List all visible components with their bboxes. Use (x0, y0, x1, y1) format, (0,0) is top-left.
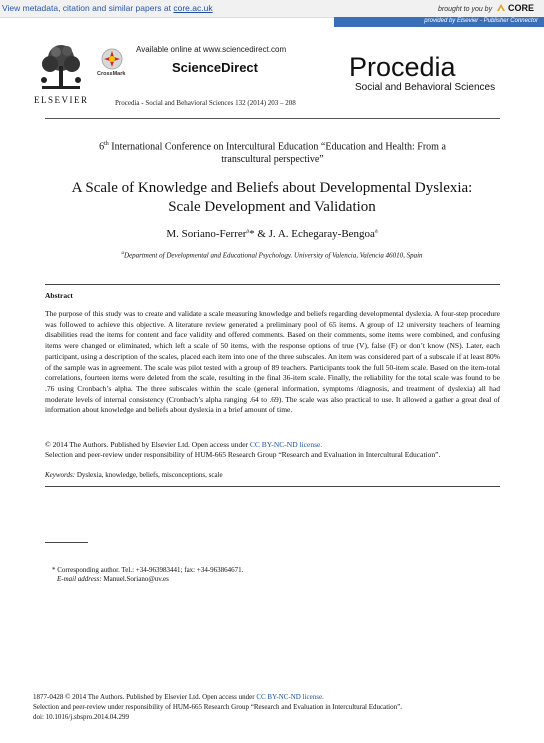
keywords-text: Dyslexia, knowledge, beliefs, misconceptions, scale (75, 471, 223, 479)
core-logo-icon (496, 3, 506, 12)
abstract-body: The purpose of this study was to create and validate a scale measuring knowledge and beliefs regarding developmental dyslexia. A four-step procedure was followed to achieve this objective. A literature review generated a preliminary pool of 65 items. A group of 12 university teachers of learning disabilities read the items for content and face validity and offered comments. Based on their comments, some items were combined, and confusing items were changed or eliminated, which left a scale of 50 items, with the response options of true (V), false (F) or don’t know (NS). Later, each participant, using a description of the scales, placed each item into one of the three subscales. An item was considered part of a subscale if at least 80% of the sample was in agreement. The scale was pilot tested with a group of 89 teachers. Participants took the full 50-item scale. Based on the item-total correlations, fourteen items were deleted from the scale, resulting in the final 36-item scale. Finally, the reliability for the total scale was found to be .76 using Cronbach’s alpha. The three subscales within the scale (general information, symptoms /diagnosis, and treatment of dyslexia) all had moderate levels of internal consistency (Cronbach’s alpha ranging .64 to .69). The scale was also practical to use. It allowed a gather a great deal of information about knowledge and beliefs about dyslexia in a brief amount of time. (45, 309, 500, 415)
footer-license-link[interactable]: CC BY-NC-ND license. (256, 693, 324, 701)
license-link[interactable]: CC BY-NC-ND license. (249, 440, 323, 449)
author2-sup: a (374, 228, 378, 235)
keywords-label: Keywords: (45, 471, 76, 479)
procedia-title: Procedia (349, 52, 456, 82)
author1: M. Soriano-Ferrer (166, 228, 247, 240)
article-title-line1: A Scale of Knowledge and Beliefs about Developmental Dyslexia: (71, 180, 473, 196)
brought-by-text: brought to you by (437, 6, 493, 13)
core-banner-text: View metadata, citation and similar papers at (2, 3, 171, 13)
available-online: Available online at www.sciencedirect.com (136, 45, 287, 54)
article-title-line2: Scale Development and Validation (168, 199, 376, 215)
affiliation-text: Department of Developmental and Educational Psychology. University of Valencia, Valencia 46010, Spain (123, 251, 423, 260)
conference-line2: transcultural perspective” (221, 154, 324, 165)
footer-line1 (33, 693, 324, 701)
abstract-heading: Abstract (45, 291, 73, 300)
footnote-email (57, 575, 169, 583)
core-brand[interactable]: CORE (507, 3, 534, 13)
footnote-contact: Corresponding author. Tel.: +34-963983441; fax: +34-963864671. (55, 566, 244, 574)
footer-doi[interactable]: doi: 10.1016/j.sbspro.2014.04.299 (33, 713, 130, 721)
affiliation (0, 251, 544, 259)
keywords-rule (45, 486, 500, 487)
footnote-rule (45, 542, 88, 543)
footnote-star: * (52, 566, 56, 574)
header-rule (45, 118, 500, 119)
email-label: E-mail address: (57, 575, 102, 583)
sciencedirect-wordmark: ScienceDirect (172, 60, 258, 75)
crossmark-icon (100, 48, 124, 70)
core-link[interactable]: core.ac.uk (173, 3, 213, 13)
procedia-subtitle: Social and Behavioral Sciences (355, 82, 496, 93)
conference-ordinal: 6 (99, 141, 105, 153)
affiliation-sup: a (121, 251, 124, 256)
elsevier-logo (30, 42, 92, 104)
conference-line1 (45, 141, 500, 152)
core-banner-left (2, 3, 213, 13)
core-banner-right (438, 3, 534, 13)
authors (0, 228, 544, 240)
journal-citation: Procedia - Social and Behavioral Sciences 132 (2014) 203 – 208 (115, 99, 296, 107)
crossmark-label: CrossMark (97, 71, 126, 77)
footer-issn: 1877-0428 © 2014 The Authors. Published by Elsevier Ltd. Open access under (33, 693, 257, 701)
core-banner (0, 0, 544, 28)
footer-line2: Selection and peer-review under responsibility of HUM-665 Research Group “Research and Evaluation in Intercultural Education”. (33, 703, 402, 711)
crossmark-logo[interactable] (97, 48, 127, 82)
provider-text: provided by Elsevier - Publisher Connector (424, 18, 538, 24)
author1-sup: a (246, 228, 250, 235)
email-address[interactable]: Manuel.Soriano@uv.es (101, 575, 169, 583)
footnote-corresponding (52, 566, 243, 574)
copyright-text: © 2014 The Authors. Published by Elsevier Ltd. Open access under (45, 440, 250, 449)
conference-name: International Conference on Intercultural Education “Education and Health: From a (108, 141, 446, 153)
abstract-rule-top (45, 284, 500, 285)
elsevier-wordmark: ELSEVIER (34, 95, 89, 105)
abstract-peer-review: Selection and peer-review under responsibility of HUM-665 Research Group “Research and Evaluation in Intercultural Education”. (45, 450, 441, 459)
conference-ordinal-suffix: th (104, 141, 109, 147)
author-star: * (249, 228, 255, 240)
elsevier-tree-icon (30, 42, 92, 94)
abstract-copyright (45, 440, 500, 450)
author2: & J. A. Echegaray-Bengoa (254, 228, 375, 240)
keywords (45, 471, 223, 479)
